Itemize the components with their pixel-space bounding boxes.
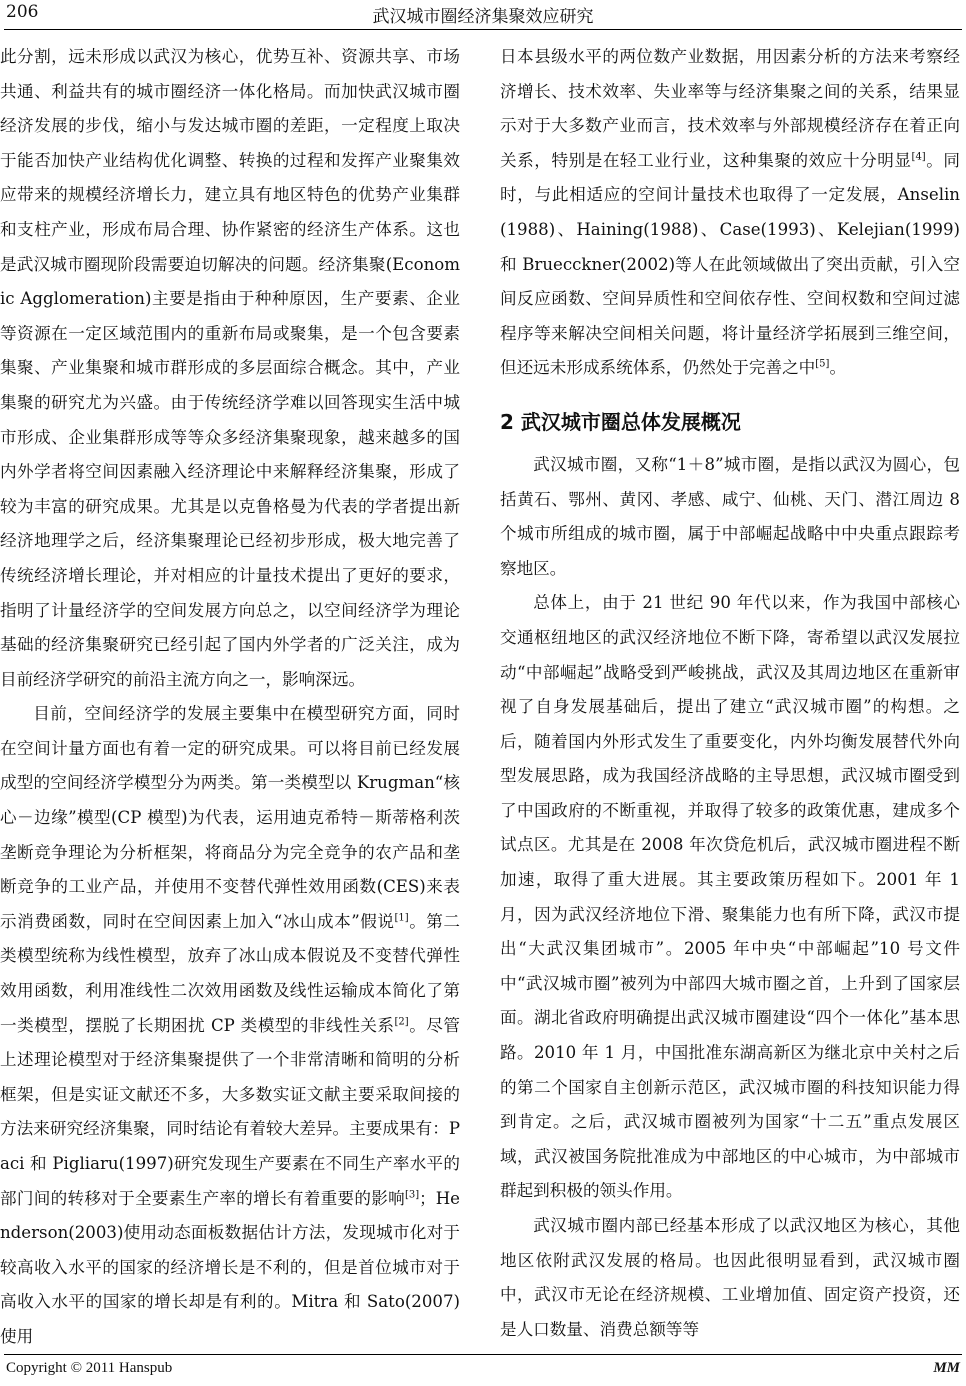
left-column	[0, 40, 460, 1355]
paragraph-intro-continued: 此分割，远未形成以武汉为核心，优势互补、资源共享、市场共通、利益共有的城市圈经济一体化格局。而加快武汉城市圈经济发展的步伐，缩小与发达城市圈的差距，一定程度上取决于能否加快产业结构优化调整、转换的过程和发挥产业聚集效应带来的规模经济增长力，建立具有地区特色的优势产业集群和支柱产业，形成布局合理、协作紧密的经济生产体系。这也是武汉城市圈现阶段需要迫切解决的问题。经济集聚(Economic Agglomeration)主要是指由于种种原因，生产要素、企业等资源在一定区域范围内的重新布局或聚集，是一个包含要素集聚、产业集聚和城市群形成的多层面综合概念。其中，产业集聚的研究尤为兴盛。由于传统经济学难以回答现实生活中城市形成、企业集群形成等等众多经济集聚现象，越来越多的国内外学者将空间因素融入经济理论中来解释经济集聚，形成了较为丰富的研究成果。尤其是以克鲁格曼为代表的学者提出新经济地理学之后，经济集聚理论已经初步形成，极大地完善了传统经济增长理论，并对相应的计量技术提出了更好的要求，指明了计量经济学的空间发展方向总之，以空间经济学为理论基础的经济集聚研究已经引起了国内外学者的广泛关注，成为目前经济学研究的前沿主流方向之一，影响深远。	[0, 47, 460, 689]
paragraph-empirical-continued	[500, 40, 960, 386]
citation-5[interactable]: [5]	[815, 358, 830, 370]
citation-1[interactable]: [1]	[394, 912, 409, 924]
paragraph-policy-history: 总体上，由于 21 世纪 90 年代以来，作为我国中部核心交通枢纽地区的武汉经济地位不断下降，寄希望以武汉发展拉动“中部崛起”战略受到严峻挑战，武汉及其周边地区在重新审视了自身发展基础后，提出了建立“武汉城市圈”的构想。之后，随着国内外形式发生了重要变化，内外均衡发展替代外向型发展思路，成为我国经济战略的主导思想，武汉城市圈受到了中国政府的不断重视，并取得了较多的政策优惠，建成多个试点区。尤其是在 2008 年次贷危机后，武汉城市圈进程不断加速，取得了重大进展。其主要政策历程如下。2001 年 1 月，因为武汉经济地位下滑、聚集能力也有所下降，武汉市提出“大武汉集团城市”。2005 年中央“中部崛起”10 号文件中“武汉城市圈”被列为中部四大城市圈之首，上升到了国家层面。湖北省政府明确提出武汉城市圈建设“四个一体化”基本思路。2010 年 1 月，中国批准东湖高新区为继北京中关村之后的第二个国家自主创新示范区，武汉城市圈的科技知识能力得到肯定。之后，武汉城市圈被列为国家“十二五”重点发展区域，武汉被国务院批准成为中部地区的中心城市，为中部城市群起到积极的领头作用。	[500, 593, 960, 1201]
footer-rule	[4, 1354, 962, 1355]
text-segment: 。同时，与此相适应的空间计量技术也取得了一定发展，Anselin(1988)、Haining(1988)、Case(1993)、Kelejian(1999) 和 Bruecckner(2002)等人在此领域做出了突出贡献，引入空间反应函数、空间异质性和空间依存性、空间权数和空间过滤程序等来解决空间相关问题，将计量经济学拓展到三维空间，但还远未形成系统体系，仍然处于完善之中	[500, 150, 961, 378]
paragraph-definition: 武汉城市圈，又称“1＋8”城市圈，是指以武汉为圆心，包括黄石、鄂州、黄冈、孝感、咸宁、仙桃、天门、潜江周边 8 个城市所组成的城市圈，属于中部崛起战略中中央重点跟踪考察地区。	[500, 454, 960, 578]
paragraph-spatial-economics	[0, 697, 460, 1354]
text-segment: ；Henderson(2003)使用动态面板数据估计方法，发现城市化对于较高收入水平的国家的经济增长是不利的，但是首位城市对于高收入水平的国家的增长却是有利的。Mitra 和 Sato(2007)使用	[0, 1188, 460, 1346]
section-heading: 2 武汉城市圈总体发展概况	[500, 409, 741, 434]
text-segment: 。尽管上述理论模型对于经济集聚提供了一个非常清晰和简明的分析框架，但是实证文献还不多，大多数实证文献主要采取间接的方法来研究经济集聚，同时结论有着较大差异。主要成果有：Paci 和 Pigliaru(1997)研究发现生产要素在不同生产率水平的部门间的转移对于全要素生产率的增长有着重要的影响	[0, 1015, 461, 1208]
text-segment: 日本县级水平的两位数产业数据，用因素分析的方法来考察经济增长、技术效率、失业率等与经济集聚之间的关系，结果显示对于大多数产业而言，技术效率与外部规模经济存在着正向关系，特别是在轻工业行业，这种集聚的效应十分明显	[500, 47, 960, 170]
paragraph-structure: 武汉城市圈内部已经基本形成了以武汉地区为核心，其他地区依附武汉发展的格局。也因此很明显看到，武汉城市圈中，武汉市无论在经济规模、工业增加值、固定资产投资，还是人口数量、消费总额等等	[500, 1216, 960, 1339]
text-segment: 。	[829, 358, 847, 378]
page-number: 206	[6, 2, 39, 22]
citation-2[interactable]: [2]	[394, 1016, 409, 1028]
copyright-notice: Copyright © 2011 Hanspub	[6, 1360, 173, 1376]
page-footer	[0, 1350, 966, 1386]
header-rule	[4, 29, 962, 30]
page-header	[0, 0, 966, 34]
citation-3[interactable]: [3]	[404, 1189, 420, 1201]
running-title: 武汉城市圈经济集聚效应研究	[372, 7, 594, 27]
text-segment: 目前，空间经济学的发展主要集中在模型研究方面，同时在空间计量方面也有着一定的研究成果。可以将目前已经发展成型的空间经济学模型分为两类。第一类模型以 Krugman“核心－边缘”模型(CP 模型)为代表，运用迪克希特－斯蒂格利茨垄断竞争理论为分析框架，将商品分为完全竞争的农产品和垄断竞争的工业产品，并使用不变替代弹性效用函数(CES)来表示消费函数，同时在空间因素上加入“冰山成本”假说	[0, 704, 460, 931]
text-segment: 。第二类模型统称为线性模型，放弃了冰山成本假说及不变替代弹性效用函数，利用准线性二次效用函数及线性运输成本简化了第一类模型，摆脱了长期困扰 CP 类模型的非线性关系	[0, 911, 461, 1035]
journal-abbreviation: MM	[933, 1360, 960, 1376]
right-column	[500, 40, 960, 1347]
citation-4[interactable]: [4]	[911, 151, 926, 163]
